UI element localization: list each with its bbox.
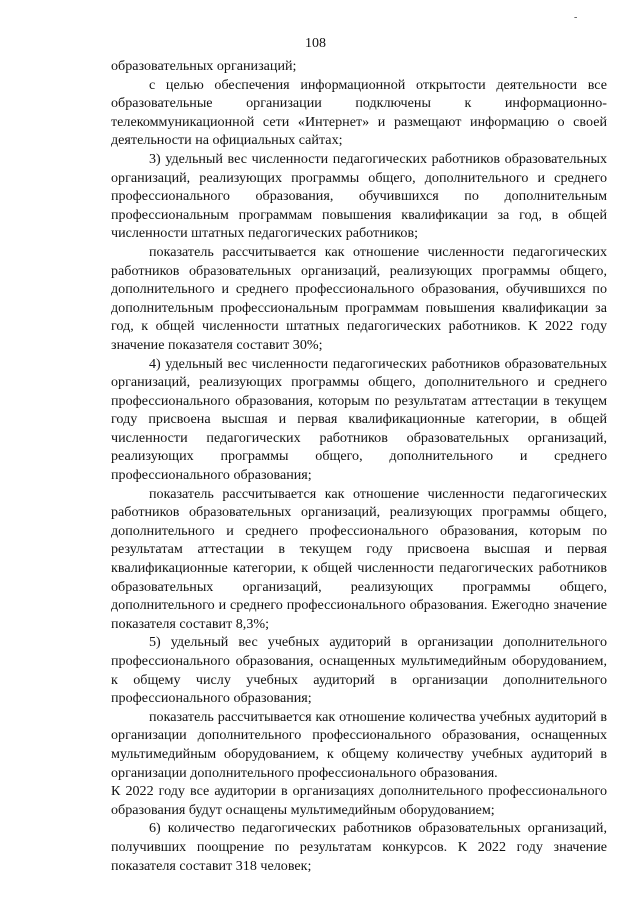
paragraph-indicator-5-calculation: показатель рассчитывается как отношение количества учебных аудиторий в организации дополнительного профессионального образования, оснащенных мультимедийным оборудованием, к общему количеству учебных аудиторий в организации дополнительного профессионального образования.	[111, 708, 607, 781]
paragraph-indicator-3-calculation: показатель рассчитывается как отношение численности педагогических работников образовательных организаций, реализующих программы общего, дополнительного и среднего профессионального образования, обучившихся по дополнительным профессиональным программам повышения квалификации за год, к общей численности штатных педагогических работников. К 2022 году значение показателя составит 30%;	[111, 243, 607, 353]
paragraph-indicator-6: 6) количество педагогических работников образовательных организаций, получивших поощрение по результатам конкурсов. К 2022 году значение показателя составит 318 человек;	[111, 820, 607, 874]
paragraph-indicator-3: 3) удельный вес численности педагогических работников образовательных организаций, реализующих программы общего, дополнительного и среднего профессионального образования, обучившихся по дополнительным профессиональным программам повышения квалификации за год, в общей численности штатных педагогических работников;	[111, 150, 607, 242]
page-number: 108	[305, 36, 326, 51]
paragraph-indicator-4-calculation: показатель рассчитывается как отношение численности педагогических работников образовательных организаций, реализующих программы общего, дополнительного и среднего профессионального образования, которым по результатам аттестации в текущем году присвоена высшая и первая квалификационные категории, к общей численности педагогических работников образовательных организаций, реализующих программы общего, дополнительного и среднего профессионального образования. Ежегодно значение показателя составит 8,3%;	[111, 485, 607, 632]
paragraph-indicator-5: 5) удельный вес учебных аудиторий в организации дополнительного профессионального образования, оснащенных мультимедийным оборудованием, к общему числу учебных аудиторий в организации дополнительного профессионального образования;	[111, 634, 607, 707]
paragraph-continuation: образовательных организаций;	[111, 58, 297, 74]
paragraph-indicator-4: 4) удельный вес численности педагогических работников образовательных организаций, реализующих программы общего, дополнительного и среднего профессионального образования, которым по результатам аттестации в текущем году присвоена высшая и первая квалификационные категории, в общей численности педагогических работников образовательных организаций, реализующих программы общего, дополнительного и среднего профессионального образования;	[111, 355, 607, 484]
corner-mark: -	[574, 12, 578, 23]
paragraph-indicator-5-target: К 2022 году все аудитории в организациях дополнительного профессионального образования будут оснащены мультимедийным оборудованием;	[111, 783, 607, 818]
page-body	[111, 57, 607, 875]
paragraph-information-openness: с целью обеспечения информационной открытости деятельности все образовательные организации подключены к информационно-телекоммуникационной сети «Интернет» и размещают информацию о своей деятельности на официальных сайтах;	[111, 76, 607, 149]
